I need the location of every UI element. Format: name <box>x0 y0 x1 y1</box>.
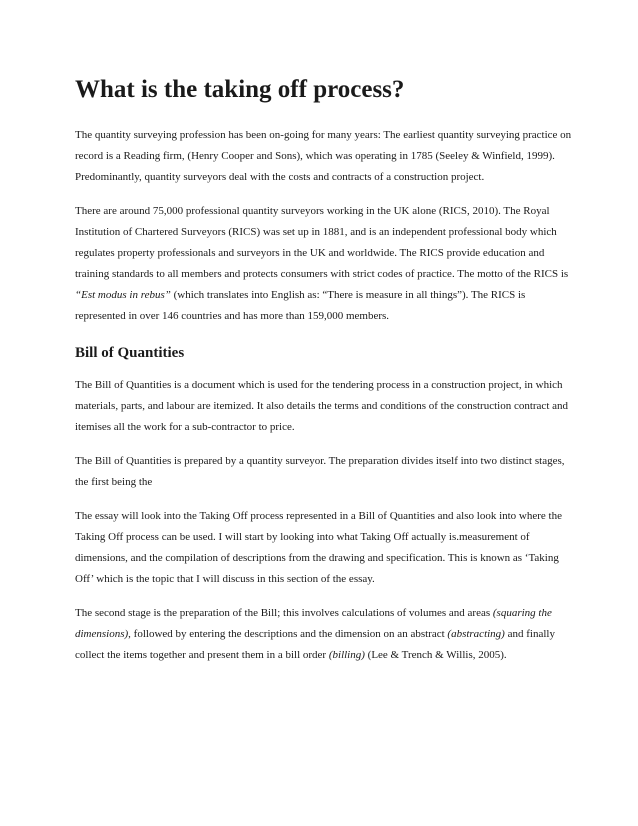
intro-paragraph-1: The quantity surveying profession has been on-going for many years: The earliest quantity surveying practice on record is a Reading firm, (Henry Cooper and Sons), which was operating in 1785 (Seeley & Winfield, 1999). Predominantly, quantity surveyors deal with the costs and contracts of a construction project. <box>75 129 572 183</box>
document-page <box>75 74 575 679</box>
section-paragraph-1: The Bill of Quantities is a document which is used for the tendering process in a construction project, in which materials, parts, and labour are itemized. It also details the terms and conditions of the construction contract and itemises all the work for a sub-contractor to price. <box>75 379 569 433</box>
billing-term: (billing) <box>328 649 365 661</box>
section-paragraph-3: The essay will look into the Taking Off process represented in a Bill of Quantities and also look into where the Taking Off process can be used. I will start by looking into what Taking Off actually is.measurement of dimensions, and the compilation of descriptions from the drawing and specification. This is known as ‘Taking Off’ which is the topic that I will discuss in this section of the essay. <box>75 510 562 585</box>
section-paragraph-4-text-a: The second stage is the preparation of the Bill; this involves calculations of volumes and areas <box>75 607 493 619</box>
section-heading: Bill of Quantities <box>75 345 185 361</box>
abstracting-term: (abstracting) <box>447 628 505 640</box>
page-title: What is the taking off process? <box>75 76 405 103</box>
section-paragraph-4-text-c: and finally collect the items together and present them in a bill order <box>75 628 555 661</box>
intro-paragraph-2 <box>75 201 575 327</box>
section-paragraph-2: The Bill of Quantities is prepared by a quantity surveyor. The preparation divides itself into two distinct stages, the first being the <box>75 455 565 488</box>
section-paragraph-4-text-b: , followed by entering the descriptions and the dimension on an abstract <box>128 628 448 640</box>
rics-motto: “Est modus in rebus” <box>75 289 171 301</box>
intro-paragraph-2-text-a: There are around 75,000 professional quantity surveyors working in the UK alone (RICS, 2010). The Royal Institution of Chartered Surveyors (RICS) was set up in 1881, and is an independent professional body which regulates property professionals and surveyors in the UK and worldwide. The RICS provide education and training standards to all members and protects consumers with strict codes of practice. The motto of the RICS is <box>75 205 569 280</box>
section-paragraph-4 <box>75 603 575 666</box>
squaring-term: (squaring the dimensions) <box>75 607 552 640</box>
section-paragraph-4-text-d: (Lee & Trench & Willis, 2005). <box>364 649 507 661</box>
intro-paragraph-2-text-b: (which translates into English as: “There is measure in all things”). The RICS is represented in over 146 countries and has more than 159,000 members. <box>75 289 526 322</box>
